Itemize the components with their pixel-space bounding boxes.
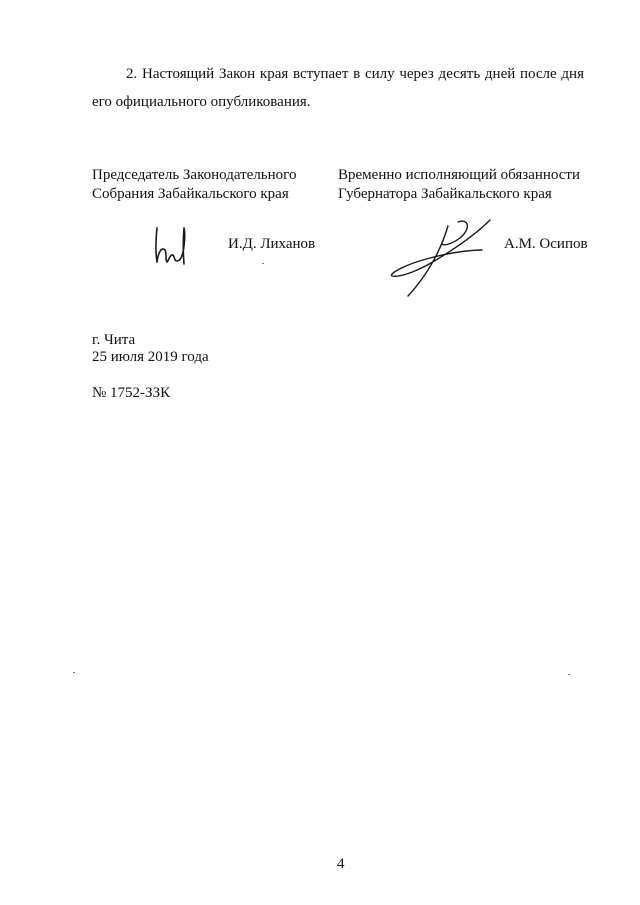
- right-signatory-title-line-2: Губернатора Забайкальского края: [338, 186, 552, 202]
- scan-speck: [262, 263, 264, 264]
- paragraph-line-1: 2. Настоящий Закон края вступает в силу через десять дней после дня: [126, 66, 584, 82]
- right-signature-image: [386, 216, 498, 300]
- left-signatory-title-line-1: Председатель Законодательного: [92, 167, 297, 183]
- law-article-paragraph: [92, 60, 584, 116]
- paragraph-line-2: его официального опубликования.: [92, 94, 311, 110]
- right-signatory-title-line-1: Временно исполняющий обязанности: [338, 167, 581, 183]
- left-signatory-title-line-2: Собрания Забайкальского края: [92, 186, 289, 202]
- date-of-signing: 25 июля 2019 года: [92, 349, 209, 365]
- left-signatory-name: И.Д. Лиханов: [228, 236, 316, 252]
- place-of-signing: г. Чита: [92, 332, 136, 348]
- right-signatory-name: А.М. Осипов: [504, 236, 588, 252]
- scan-speck: [73, 672, 75, 673]
- left-signature-image: [150, 224, 194, 268]
- law-number: № 1752-ЗЗК: [92, 385, 171, 401]
- scan-speck: [568, 674, 570, 675]
- page-number: 4: [337, 856, 345, 872]
